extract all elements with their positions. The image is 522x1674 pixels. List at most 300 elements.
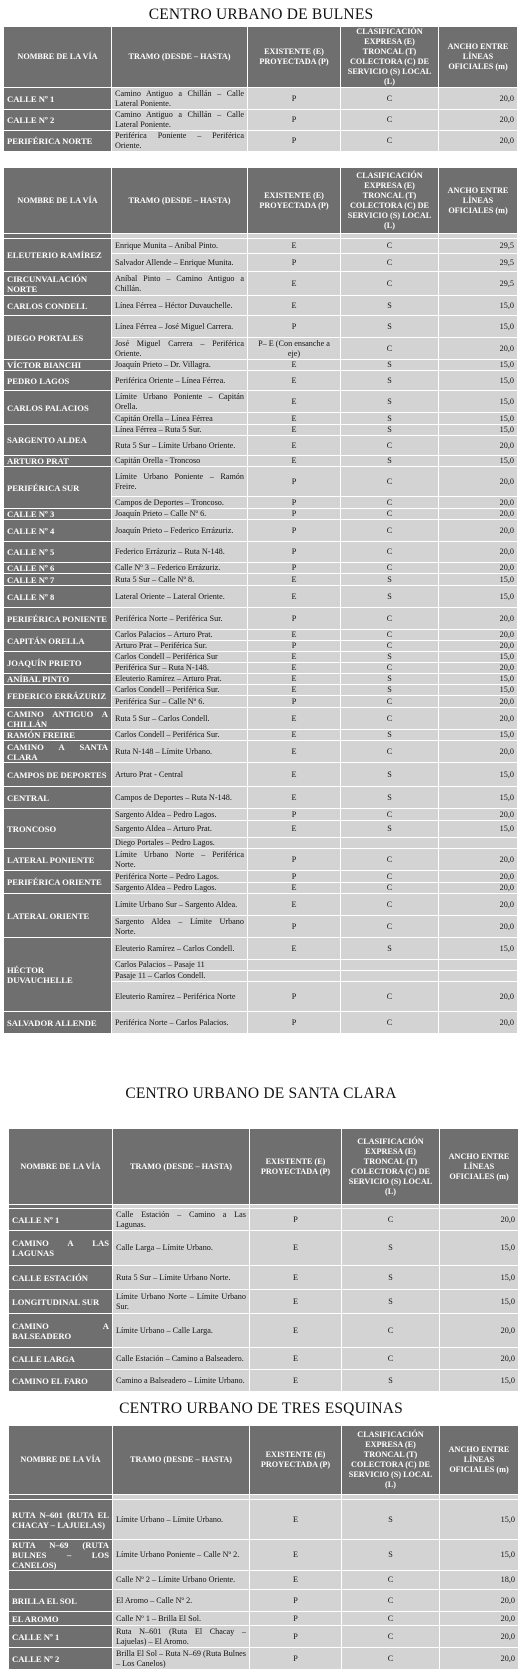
width-cell: 20,0 <box>439 641 518 652</box>
classification-cell: S <box>342 1540 440 1571</box>
existence-cell: P <box>248 849 341 871</box>
existence-cell: P <box>248 641 341 652</box>
existence-cell: P <box>250 1648 342 1670</box>
classification-cell: S <box>341 456 439 467</box>
existence-cell: E <box>248 894 341 916</box>
existence-cell: P– E (Con ensanche a eje) <box>248 338 341 360</box>
segment-cell: Ruta N–601 (Ruta El Chacay – Lajuelas) – El Aromo. <box>113 1626 250 1648</box>
street-name: CAMINO ANTIGUO A CHILLÁN <box>4 708 112 730</box>
existence-cell: E <box>248 425 341 436</box>
segment-cell: Ruta N-148 – Límite Urbano. <box>112 741 248 763</box>
classification-cell: C <box>342 1648 440 1670</box>
table-row <box>4 316 518 338</box>
width-cell: 15,0 <box>440 1370 519 1392</box>
segment-cell: Calle Nº 1 – Brilla El Sol. <box>113 1612 250 1626</box>
classification-cell: C <box>341 916 439 938</box>
segment-cell: Capitán Orella - Troncoso <box>112 456 248 467</box>
classification-cell: C <box>341 497 439 509</box>
width-cell: 15,0 <box>440 1290 519 1314</box>
header-clasificacion: CLASIFICACIÓN EXPRESA (E) TRONCAL (T) COLECTORA (C) DE SERVICIO (S) LOCAL (L) <box>342 1426 440 1495</box>
street-name: CALLE LARGA <box>9 1348 113 1370</box>
classification-cell: S <box>342 1290 440 1314</box>
table-row <box>4 630 518 641</box>
classification-cell: C <box>341 338 439 360</box>
classification-cell: S <box>341 413 439 425</box>
segment-cell: Lateral Oriente – Lateral Oriente. <box>112 586 248 608</box>
segment-cell: Carlos Condell – Periférica Sur. <box>112 685 248 696</box>
table-row <box>9 1540 519 1571</box>
segment-cell: Periférica Norte – Periférica Sur. <box>112 608 248 630</box>
street-name: ANÍBAL PINTO <box>4 674 112 685</box>
section-title-santa-clara: CENTRO URBANO DE SANTA CLARA <box>125 1085 397 1102</box>
segment-cell: Brilla El Sol – Ruta N–69 (Ruta Bulnes – Los Canelos) <box>113 1648 250 1670</box>
existence-cell: E <box>250 1290 342 1314</box>
existence-cell: E <box>248 296 341 316</box>
classification-cell: C <box>341 883 439 894</box>
segment-cell: Calle Estación – Camino a Las Lagunas. <box>113 1209 250 1231</box>
classification-cell: C <box>342 1209 440 1231</box>
header-nombre: NOMBRE DE LA VÍA <box>9 1129 113 1205</box>
width-cell <box>439 971 518 982</box>
classification-cell: C <box>341 520 439 542</box>
classification-cell: S <box>342 1500 440 1540</box>
table-row <box>4 371 518 391</box>
width-cell: 15,0 <box>439 674 518 685</box>
table-row <box>4 360 518 371</box>
existence-cell: P <box>248 467 341 497</box>
segment-cell: Periférica Norte – Pedro Lagos. <box>112 871 248 883</box>
segment-cell: Enrique Munita – Aníbal Pinto. <box>112 239 248 254</box>
table-row <box>4 741 518 763</box>
existence-cell: E <box>250 1500 342 1540</box>
street-name: RAMÓN FREIRE <box>4 730 112 741</box>
table-row <box>4 520 518 542</box>
table-row <box>4 467 518 497</box>
street-name: RUTA N–69 (RUTA BULNES – LOS CANELOS) <box>9 1540 113 1571</box>
classification-cell: S <box>341 586 439 608</box>
street-name: FEDERICO ERRÁZURIZ <box>4 685 112 708</box>
header-ancho: ANCHO ENTRE LÍNEAS OFICIALES (m) <box>440 1129 519 1205</box>
classification-cell: S <box>341 821 439 838</box>
classification-cell: C <box>341 563 439 574</box>
existence-cell: E <box>248 730 341 741</box>
table-row <box>4 391 518 413</box>
classification-cell: C <box>341 509 439 520</box>
section-title-bulnes: CENTRO URBANO DE BULNES <box>148 6 374 23</box>
segment-cell: Límite Urbano – Calle Larga. <box>113 1314 250 1348</box>
existence-cell: P <box>248 542 341 563</box>
width-cell: 20,0 <box>439 849 518 871</box>
tres-esquinas-table <box>8 1425 519 1670</box>
existence-cell: E <box>250 1348 342 1370</box>
width-cell: 15,0 <box>439 821 518 838</box>
width-cell: 15,0 <box>440 1266 519 1290</box>
existence-cell: P <box>248 809 341 821</box>
table-row <box>4 131 518 152</box>
street-name: CALLE Nº 1 <box>9 1209 113 1231</box>
classification-cell: S <box>341 371 439 391</box>
classification-cell: C <box>341 894 439 916</box>
segment-cell: Límite Urbano Norte – Periférica Norte. <box>112 849 248 871</box>
width-cell <box>439 960 518 971</box>
segment-cell: Capitán Orella – Línea Férrea <box>112 413 248 425</box>
width-cell: 20,0 <box>439 467 518 497</box>
table-row <box>4 894 518 916</box>
segment-cell: Joaquín Prieto – Dr. Villagra. <box>112 360 248 371</box>
width-cell: 20,0 <box>440 1612 519 1626</box>
header-nombre: NOMBRE DE LA VÍA <box>4 27 112 88</box>
segment-cell: Límite Urbano Poniente – Ramón Freire. <box>112 467 248 497</box>
street-name: PERIFÉRICA SUR <box>4 467 112 509</box>
classification-cell: S <box>341 938 439 960</box>
width-cell: 20,0 <box>439 741 518 763</box>
table-row <box>4 730 518 741</box>
segment-cell: Diego Portales – Pedro Lagos. <box>112 838 248 849</box>
segment-cell: Joaquín Prieto – Calle Nº 6. <box>112 509 248 520</box>
width-cell: 15,0 <box>439 574 518 586</box>
width-cell: 20,0 <box>440 1209 519 1231</box>
street-name: CALLE Nº 6 <box>4 563 112 574</box>
street-name: CALLE Nº 5 <box>4 542 112 563</box>
classification-cell: C <box>341 741 439 763</box>
classification-cell: C <box>341 809 439 821</box>
classification-cell <box>341 960 439 971</box>
street-name: CALLE Nº 3 <box>4 509 112 520</box>
existence-cell: P <box>248 316 341 338</box>
header-tramo: TRAMO (DESDE – HASTA) <box>113 1129 250 1205</box>
width-cell <box>439 838 518 849</box>
table-row <box>4 574 518 586</box>
classification-cell: C <box>341 982 439 1012</box>
width-cell: 15,0 <box>439 730 518 741</box>
width-cell: 20,0 <box>439 708 518 730</box>
street-name: CALLE Nº 7 <box>4 574 112 586</box>
classification-cell: C <box>341 131 439 152</box>
table-row <box>4 239 518 254</box>
width-cell: 20,0 <box>439 894 518 916</box>
street-name: VÍCTOR BIANCHI <box>4 360 112 371</box>
street-name: LATERAL PONIENTE <box>4 849 112 871</box>
table-row <box>4 608 518 630</box>
street-name: DIEGO PORTALES <box>4 316 112 360</box>
header-tramo: TRAMO (DESDE – HASTA) <box>112 168 248 234</box>
table-row <box>4 456 518 467</box>
street-name: CAMINO A LAS LAGUNAS <box>9 1231 113 1266</box>
street-name: CALLE Nº 1 <box>4 88 112 110</box>
existence-cell: P <box>250 1590 342 1612</box>
classification-cell <box>341 838 439 849</box>
width-cell: 20,0 <box>439 871 518 883</box>
width-cell: 15,0 <box>439 787 518 809</box>
header-ancho: ANCHO ENTRE LÍNEAS OFICIALES (m) <box>439 168 518 234</box>
table-row <box>4 272 518 296</box>
street-name: CALLE Nº 2 <box>9 1648 113 1670</box>
classification-cell: S <box>341 674 439 685</box>
segment-cell: Sargento Aldea – Arturo Prat. <box>112 821 248 838</box>
width-cell: 15,0 <box>440 1500 519 1540</box>
width-cell: 15,0 <box>439 413 518 425</box>
street-name: CAPITÁN ORELLA <box>4 630 112 652</box>
classification-cell: C <box>341 542 439 563</box>
classification-cell: C <box>342 1612 440 1626</box>
existence-cell: E <box>248 883 341 894</box>
width-cell: 20,0 <box>440 1348 519 1370</box>
segment-cell: Camino Antiguo a Chillán – Calle Lateral Poniente. <box>112 88 248 110</box>
segment-cell: Carlos Palacios – Arturo Prat. <box>112 630 248 641</box>
existence-cell: E <box>248 741 341 763</box>
street-name: SALVADOR ALLENDE <box>4 1012 112 1034</box>
width-cell: 15,0 <box>439 456 518 467</box>
existence-cell: E <box>248 652 341 663</box>
street-name: SARGENTO ALDEA <box>4 425 112 456</box>
table-row <box>9 1590 519 1612</box>
classification-cell: C <box>341 467 439 497</box>
header-tramo: TRAMO (DESDE – HASTA) <box>112 27 248 88</box>
existence-cell: E <box>248 456 341 467</box>
classification-cell: C <box>342 1314 440 1348</box>
segment-cell: Camino Antiguo a Chillán – Calle Lateral Poniente. <box>112 110 248 131</box>
table-row <box>9 1290 519 1314</box>
classification-cell: C <box>341 254 439 272</box>
segment-cell: Periférica Sur – Calle Nº 6. <box>112 696 248 708</box>
street-name: CALLE Nº 1 <box>9 1626 113 1648</box>
santa-clara-table <box>8 1128 519 1392</box>
classification-cell: C <box>341 871 439 883</box>
segment-cell: Arturo Prat - Central <box>112 763 248 787</box>
table-row <box>4 938 518 960</box>
street-name: LONGITUDINAL SUR <box>9 1290 113 1314</box>
segment-cell: Campos de Deportes – Troncoso. <box>112 497 248 509</box>
width-cell: 15,0 <box>440 1231 519 1266</box>
existence-cell: P <box>248 1012 341 1034</box>
existence-cell: E <box>248 272 341 296</box>
width-cell: 20,0 <box>439 509 518 520</box>
width-cell: 20,0 <box>440 1648 519 1670</box>
segment-cell: Periférica Oriente – Línea Férrea. <box>112 371 248 391</box>
width-cell: 20,0 <box>439 338 518 360</box>
width-cell: 15,0 <box>439 371 518 391</box>
existence-cell: E <box>250 1540 342 1571</box>
segment-cell: Joaquín Prieto – Federico Errázuriz. <box>112 520 248 542</box>
width-cell: 20,0 <box>439 883 518 894</box>
width-cell: 20,0 <box>439 608 518 630</box>
width-cell: 15,0 <box>439 763 518 787</box>
header-clasificacion: CLASIFICACIÓN EXPRESA (E) TRONCAL (T) COLECTORA (C) DE SERVICIO (S) LOCAL (L) <box>341 168 439 234</box>
width-cell: 20,0 <box>439 88 518 110</box>
existence-cell: E <box>248 685 341 696</box>
existence-cell: E <box>248 413 341 425</box>
street-name: TRONCOSO <box>4 809 112 849</box>
table-row <box>9 1648 519 1670</box>
header-existente: EXISTENTE (E) PROYECTADA (P) <box>250 1129 342 1205</box>
segment-cell: Periférica Norte – Carlos Palacios. <box>112 1012 248 1034</box>
header-existente: EXISTENTE (E) PROYECTADA (P) <box>248 27 341 88</box>
width-cell: 15,0 <box>439 296 518 316</box>
segment-cell: Campos de Deportes – Ruta N-148. <box>112 787 248 809</box>
classification-cell: S <box>342 1231 440 1266</box>
street-name: CALLE Nº 2 <box>4 110 112 131</box>
street-name: LATERAL ORIENTE <box>4 894 112 938</box>
segment-cell: Periférica Sur – Ruta N-148. <box>112 663 248 674</box>
existence-cell: P <box>248 608 341 630</box>
header-tramo: TRAMO (DESDE – HASTA) <box>113 1426 250 1495</box>
width-cell: 29,5 <box>439 239 518 254</box>
segment-cell: Límite Urbano Poniente – Calle Nº 2. <box>113 1540 250 1571</box>
existence-cell: E <box>248 391 341 413</box>
existence-cell: E <box>248 630 341 641</box>
segment-cell: Federico Errázuriz – Ruta N-148. <box>112 542 248 563</box>
segment-cell: Límite Urbano Norte – Límite Urbano Sur. <box>113 1290 250 1314</box>
existence-cell: P <box>250 1626 342 1648</box>
classification-cell: C <box>341 239 439 254</box>
segment-cell: Sargento Aldea – Pedro Lagos. <box>112 809 248 821</box>
width-cell: 15,0 <box>439 391 518 413</box>
street-name: CALLE Nº 4 <box>4 520 112 542</box>
segment-cell: Sargento Aldea – Pedro Lagos. <box>112 883 248 894</box>
segment-cell: Línea Férrea – José Miguel Carrera. <box>112 316 248 338</box>
segment-cell: Calle Larga – Límite Urbano. <box>113 1231 250 1266</box>
classification-cell: C <box>341 608 439 630</box>
existence-cell: P <box>248 509 341 520</box>
classification-cell: S <box>341 360 439 371</box>
existence-cell: E <box>248 787 341 809</box>
table-row <box>4 871 518 883</box>
header-existente: EXISTENTE (E) PROYECTADA (P) <box>250 1426 342 1495</box>
street-name: CENTRAL <box>4 787 112 809</box>
width-cell: 15,0 <box>439 586 518 608</box>
existence-cell: P <box>248 982 341 1012</box>
segment-cell: Ruta 5 Sur – Calle Nº 8. <box>112 574 248 586</box>
segment-cell: Camino a Balseadero – Límite Urbano. <box>113 1370 250 1392</box>
classification-cell: C <box>341 663 439 674</box>
existence-cell: P <box>248 110 341 131</box>
table-row <box>4 763 518 787</box>
classification-cell: S <box>341 787 439 809</box>
classification-cell: C <box>341 630 439 641</box>
table-row <box>9 1231 519 1266</box>
table-row <box>4 1012 518 1034</box>
existence-cell: E <box>250 1314 342 1348</box>
table-row <box>4 674 518 685</box>
segment-cell: Periférica Poniente – Periférica Oriente. <box>112 131 248 152</box>
existence-cell: E <box>250 1231 342 1266</box>
classification-cell: C <box>341 436 439 456</box>
width-cell: 20,0 <box>439 542 518 563</box>
segment-cell: Ruta 5 Sur – Carlos Condell. <box>112 708 248 730</box>
table-row <box>4 849 518 871</box>
width-cell: 20,0 <box>439 916 518 938</box>
street-name: CAMINO A BALSEADERO <box>9 1314 113 1348</box>
existence-cell: P <box>248 563 341 574</box>
classification-cell: S <box>341 763 439 787</box>
street-name: CALLE Nº 8 <box>4 586 112 608</box>
width-cell: 15,0 <box>439 938 518 960</box>
classification-cell: C <box>341 272 439 296</box>
classification-cell: C <box>342 1571 440 1590</box>
table-row <box>4 787 518 809</box>
existence-cell: P <box>248 916 341 938</box>
classification-cell: S <box>342 1370 440 1392</box>
table-row <box>4 708 518 730</box>
width-cell: 15,0 <box>439 652 518 663</box>
section-title-tres-esquinas: CENTRO URBANO DE TRES ESQUINAS <box>119 1400 403 1417</box>
street-name: PERIFÉRICA NORTE <box>4 131 112 152</box>
width-cell: 20,0 <box>440 1314 519 1348</box>
width-cell: 20,0 <box>439 563 518 574</box>
header-clasificacion: CLASIFICACIÓN EXPRESA (E) TRONCAL (T) COLECTORA (C) DE SERVICIO (S) LOCAL (L) <box>341 27 439 88</box>
width-cell: 15,0 <box>440 1540 519 1571</box>
classification-cell: C <box>341 849 439 871</box>
segment-cell: Pasaje 11 – Carlos Condell. <box>112 971 248 982</box>
width-cell: 20,0 <box>440 1590 519 1612</box>
segment-cell: Calle Nº 2 – Límite Urbano Oriente. <box>113 1571 250 1590</box>
existence-cell: P <box>248 696 341 708</box>
width-cell: 20,0 <box>440 1626 519 1648</box>
segment-cell: Eleuterio Ramírez – Periférica Norte <box>112 982 248 1012</box>
existence-cell: E <box>248 938 341 960</box>
street-name: JOAQUÍN PRIETO <box>4 652 112 674</box>
width-cell: 20,0 <box>439 131 518 152</box>
existence-cell <box>248 971 341 982</box>
existence-cell <box>248 960 341 971</box>
header-nombre: NOMBRE DE LA VÍA <box>4 168 112 234</box>
existence-cell: E <box>248 663 341 674</box>
width-cell: 20,0 <box>439 436 518 456</box>
classification-cell: S <box>341 316 439 338</box>
existence-cell: P <box>250 1209 342 1231</box>
existence-cell: E <box>248 763 341 787</box>
street-name <box>9 1571 113 1590</box>
table-row <box>4 88 518 110</box>
table-row <box>9 1209 519 1231</box>
table-row <box>4 586 518 608</box>
street-name: CAMINO EL FARO <box>9 1370 113 1392</box>
header-ancho: ANCHO ENTRE LÍNEAS OFICIALES (m) <box>440 1426 519 1495</box>
width-cell: 20,0 <box>439 663 518 674</box>
segment-cell: Línea Férrea – Ruta 5 Sur. <box>112 425 248 436</box>
classification-cell: C <box>341 88 439 110</box>
existence-cell: E <box>248 708 341 730</box>
width-cell: 20,0 <box>439 809 518 821</box>
classification-cell: C <box>342 1626 440 1648</box>
street-name: PEDRO LAGOS <box>4 371 112 391</box>
segment-cell: Eleuterio Ramírez – Carlos Condell. <box>112 938 248 960</box>
classification-cell: C <box>342 1590 440 1612</box>
classification-cell: S <box>341 391 439 413</box>
street-name: CIRCUNVALACIÓN NORTE <box>4 272 112 296</box>
classification-cell: S <box>341 296 439 316</box>
classification-cell: S <box>341 685 439 696</box>
table-row <box>9 1314 519 1348</box>
width-cell: 20,0 <box>439 110 518 131</box>
street-name: ARTURO PRAT <box>4 456 112 467</box>
width-cell: 20,0 <box>439 497 518 509</box>
existence-cell: E <box>248 436 341 456</box>
street-name: HÉCTOR DUVAUCHELLE <box>4 938 112 1012</box>
segment-cell: Línea Férrea – Héctor Duvauchelle. <box>112 296 248 316</box>
existence-cell: E <box>248 371 341 391</box>
table-row <box>4 509 518 520</box>
existence-cell: E <box>248 586 341 608</box>
existence-cell: P <box>248 88 341 110</box>
segment-cell: Ruta 5 Sur – Límite Urbano Oriente. <box>112 436 248 456</box>
table-row <box>4 542 518 563</box>
existence-cell: P <box>248 497 341 509</box>
segment-cell: Salvador Allende – Enrique Munita. <box>112 254 248 272</box>
street-name: BRILLA EL SOL <box>9 1590 113 1612</box>
table-row <box>9 1500 519 1540</box>
width-cell: 29,5 <box>439 254 518 272</box>
